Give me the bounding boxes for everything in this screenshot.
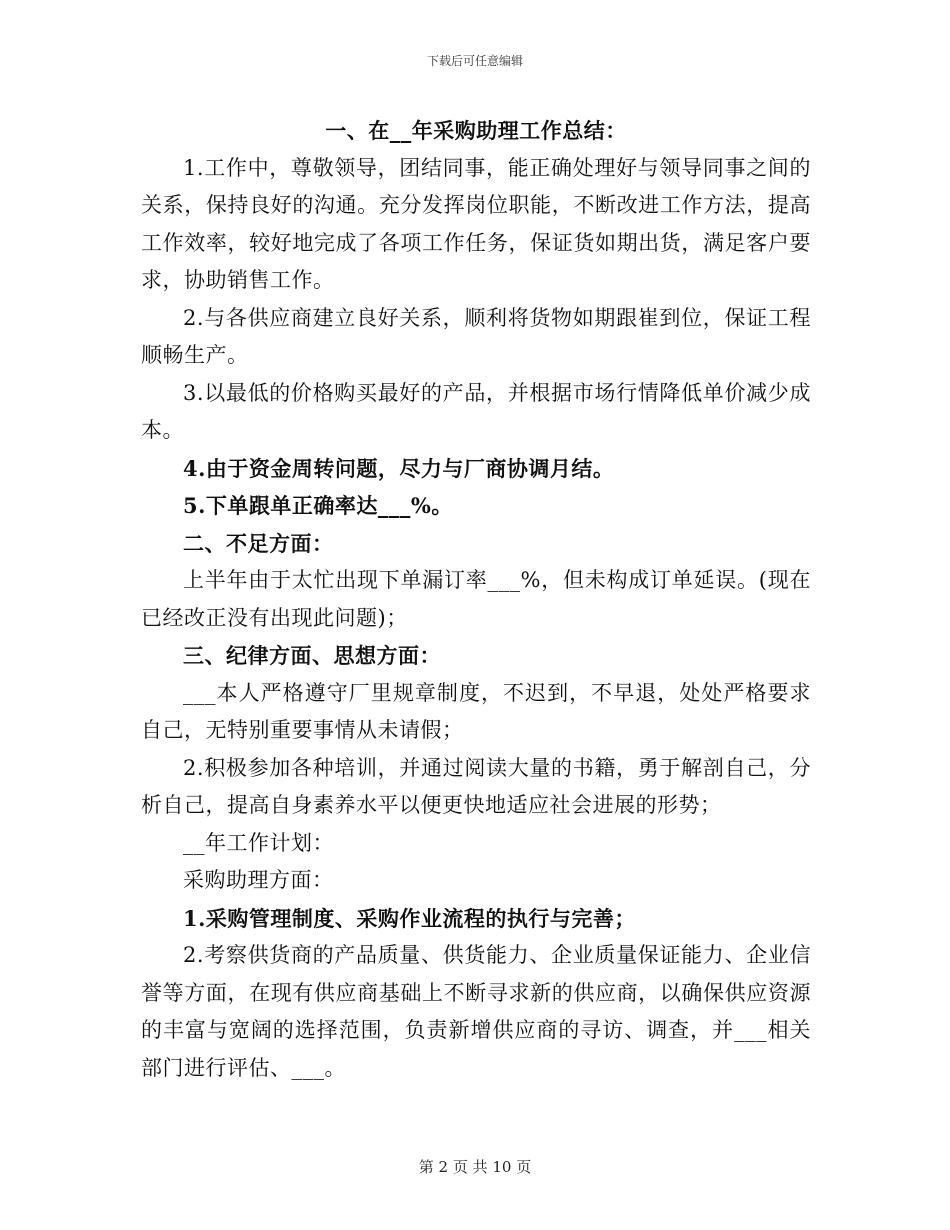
paragraph-shortcomings: 上半年由于太忙出现下单漏订率___%，但未构成订单延误。(现在已经改正没有出现此问题)； — [141, 568, 811, 630]
document-body — [141, 112, 811, 1087]
section-heading-work-plan: __年工作计划： — [183, 830, 334, 855]
page-number: 第 2 页 共 10 页 — [418, 1158, 532, 1176]
paragraph-plan-2: 2.考察供货商的产品质量、供货能力、企业质量保证能力、企业信誉等方面，在现有供应商基础上不断寻求新的供应商，以确保供应资源的丰富与宽阔的选择范围，负责新增供应商的寻访、调查，并___相关部门进行评估、___。 — [141, 943, 811, 1080]
paragraph-item-5: 5.下单跟单正确率达___%。 — [183, 493, 453, 518]
section-heading-summary: 一、在__年采购助理工作总结： — [325, 118, 627, 143]
page-header: 下载后可任意编辑 — [426, 54, 523, 68]
paragraph-item-2: 2.与各供应商建立良好关系，顺利将货物如期跟崔到位，保证工程顺畅生产。 — [141, 305, 811, 367]
paragraph-item-3: 3.以最低的价格购买最好的产品，并根据市场行情降低单价减少成本。 — [141, 380, 811, 442]
paragraph-item-1: 1.工作中，尊敬领导，团结同事，能正确处理好与领导同事之间的关系，保持良好的沟通。充分发挥岗位职能，不断改进工作方法，提高工作效率，较好地完成了各项工作任务，保证货如期出货，满足客户要求，协助销售工作。 — [141, 155, 811, 292]
section-heading-assistant: 采购助理方面： — [183, 868, 334, 892]
paragraph-plan-1: 1.采购管理制度、采购作业流程的执行与完善； — [183, 905, 636, 931]
paragraph-discipline-1: ___本人严格遵守厂里规章制度，不迟到，不早退，处处严格要求自己，无特别重要事情从未请假； — [141, 680, 811, 742]
section-heading-shortcomings: 二、不足方面： — [183, 530, 334, 556]
paragraph-item-4: 4.由于资金周转问题，尽力与厂商协调月结。 — [183, 455, 615, 481]
paragraph-discipline-2: 2.积极参加各种培训，并通过阅读大量的书籍，勇于解剖自己，分析自己，提高自身素养水平以便更快地适应社会进展的形势； — [141, 755, 811, 817]
section-heading-discipline: 三、纪律方面、思想方面： — [183, 643, 441, 668]
